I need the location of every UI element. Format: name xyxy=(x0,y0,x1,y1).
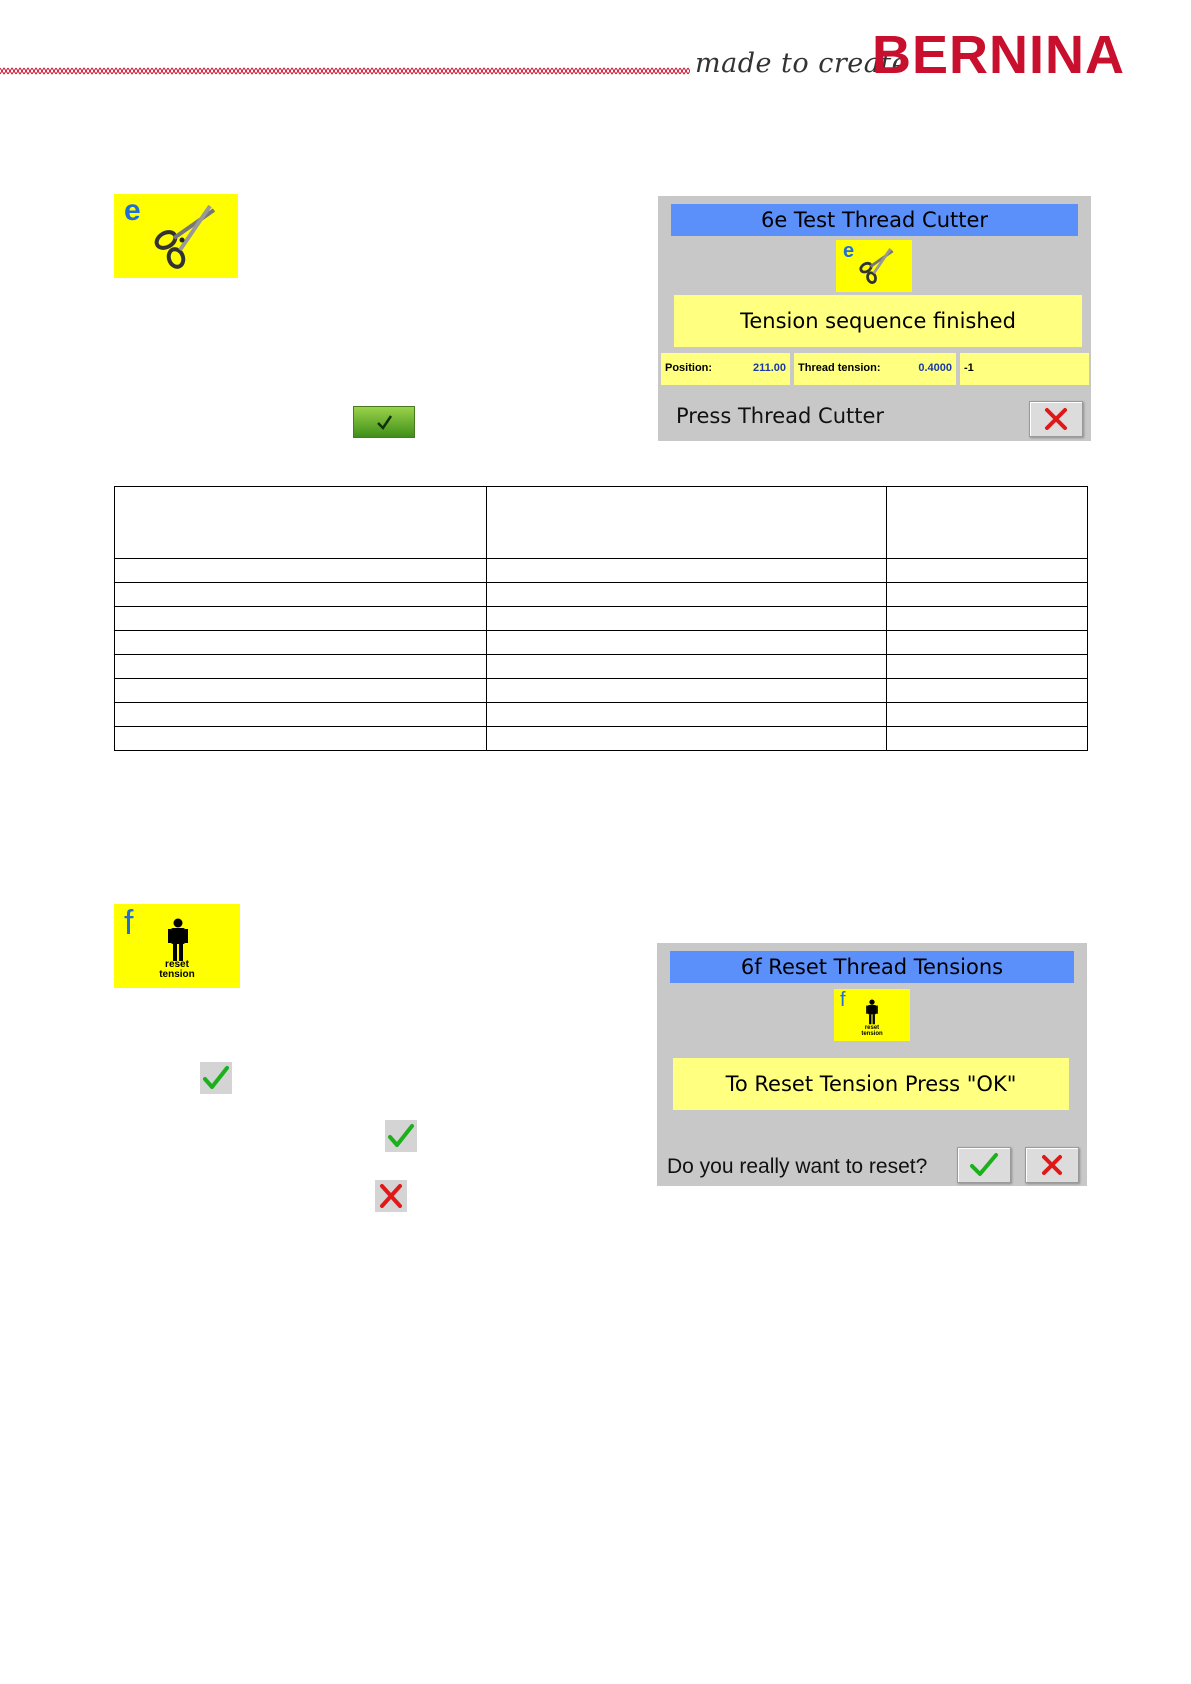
table-cell xyxy=(487,727,887,751)
ok-button-inline xyxy=(353,406,415,438)
status-message: To Reset Tension Press "OK" xyxy=(673,1058,1069,1110)
tension-value: 0.4000 xyxy=(918,362,952,374)
scissors-icon xyxy=(856,246,896,286)
brand-logo: BERNINA xyxy=(872,25,1126,85)
table-cell xyxy=(887,679,1088,703)
cancel-button[interactable] xyxy=(1025,1147,1079,1183)
table-cell xyxy=(887,607,1088,631)
table-row xyxy=(115,679,1088,703)
extra-value: -1 xyxy=(964,362,974,374)
table-cell xyxy=(887,655,1088,679)
ok-icon-inline-1 xyxy=(200,1062,232,1094)
table-cell xyxy=(115,583,487,607)
table-cell xyxy=(115,727,487,751)
x-icon xyxy=(1030,402,1082,436)
check-icon xyxy=(200,1062,232,1094)
table-row xyxy=(115,727,1088,751)
table-cell xyxy=(487,607,887,631)
table-row xyxy=(115,607,1088,631)
table-header-row xyxy=(115,487,1088,559)
table-cell xyxy=(487,559,887,583)
extra-field xyxy=(960,353,1089,385)
table-cell xyxy=(887,487,1088,559)
tension-field xyxy=(794,353,956,385)
check-icon xyxy=(354,407,414,437)
cancel-button[interactable] xyxy=(1029,401,1083,437)
reset-tension-tile xyxy=(114,904,240,988)
table-cell xyxy=(115,631,487,655)
table-cell xyxy=(487,583,887,607)
tile-letter: e xyxy=(124,194,141,227)
table-cell xyxy=(115,487,487,559)
table-cell xyxy=(487,487,887,559)
table-cell xyxy=(487,631,887,655)
screen-title: 6f Reset Thread Tensions xyxy=(670,951,1074,983)
reset-thread-tensions-screen xyxy=(657,943,1087,1186)
table-cell xyxy=(887,583,1088,607)
table-cell xyxy=(887,727,1088,751)
brand-tagline: made to create xyxy=(695,48,909,79)
ok-icon-inline-2 xyxy=(385,1120,417,1152)
test-thread-cutter-screen xyxy=(658,196,1091,441)
person-icon xyxy=(865,999,879,1025)
check-icon xyxy=(958,1148,1010,1182)
position-value: 211.00 xyxy=(752,362,786,374)
tile-text-reset: reset xyxy=(165,959,189,970)
x-icon xyxy=(375,1180,407,1212)
data-table xyxy=(114,486,1088,751)
screen-icon-letter: e xyxy=(843,240,855,262)
x-icon xyxy=(1026,1148,1078,1182)
table-cell xyxy=(487,655,887,679)
table-cell xyxy=(487,679,887,703)
table-cell xyxy=(115,559,487,583)
table-cell xyxy=(887,703,1088,727)
table-cell xyxy=(115,607,487,631)
screen-icon-letter: f xyxy=(840,989,846,1011)
prompt-text: Press Thread Cutter xyxy=(676,404,885,428)
screen-icon-tile xyxy=(836,240,912,292)
icon-text-tension: tension xyxy=(861,1031,883,1037)
table-row xyxy=(115,703,1088,727)
thread-cutter-tile xyxy=(114,194,238,278)
table-row xyxy=(115,583,1088,607)
tile-letter: f xyxy=(124,904,134,942)
table-cell xyxy=(115,679,487,703)
screen-title: 6e Test Thread Cutter xyxy=(671,204,1078,236)
table-row xyxy=(115,631,1088,655)
prompt-text: Do you really want to reset? xyxy=(667,1155,928,1178)
table-row xyxy=(115,655,1088,679)
cancel-icon-inline xyxy=(375,1180,407,1212)
position-label: Position: xyxy=(665,362,713,374)
icon-text-reset: reset xyxy=(864,1025,880,1031)
check-icon xyxy=(385,1120,417,1152)
tension-label: Thread tension: xyxy=(798,362,881,374)
decorative-stitch-line xyxy=(0,66,690,76)
table-row xyxy=(115,559,1088,583)
person-icon xyxy=(166,918,190,962)
table-cell xyxy=(487,703,887,727)
status-message: Tension sequence finished xyxy=(674,295,1082,347)
position-field xyxy=(661,353,790,385)
table-cell xyxy=(115,655,487,679)
screen-icon-tile xyxy=(834,989,910,1041)
scissors-icon xyxy=(148,204,220,270)
table-cell xyxy=(887,559,1088,583)
table-cell xyxy=(115,703,487,727)
tile-text-tension: tension xyxy=(159,969,195,980)
table-cell xyxy=(887,631,1088,655)
ok-button[interactable] xyxy=(957,1147,1011,1183)
